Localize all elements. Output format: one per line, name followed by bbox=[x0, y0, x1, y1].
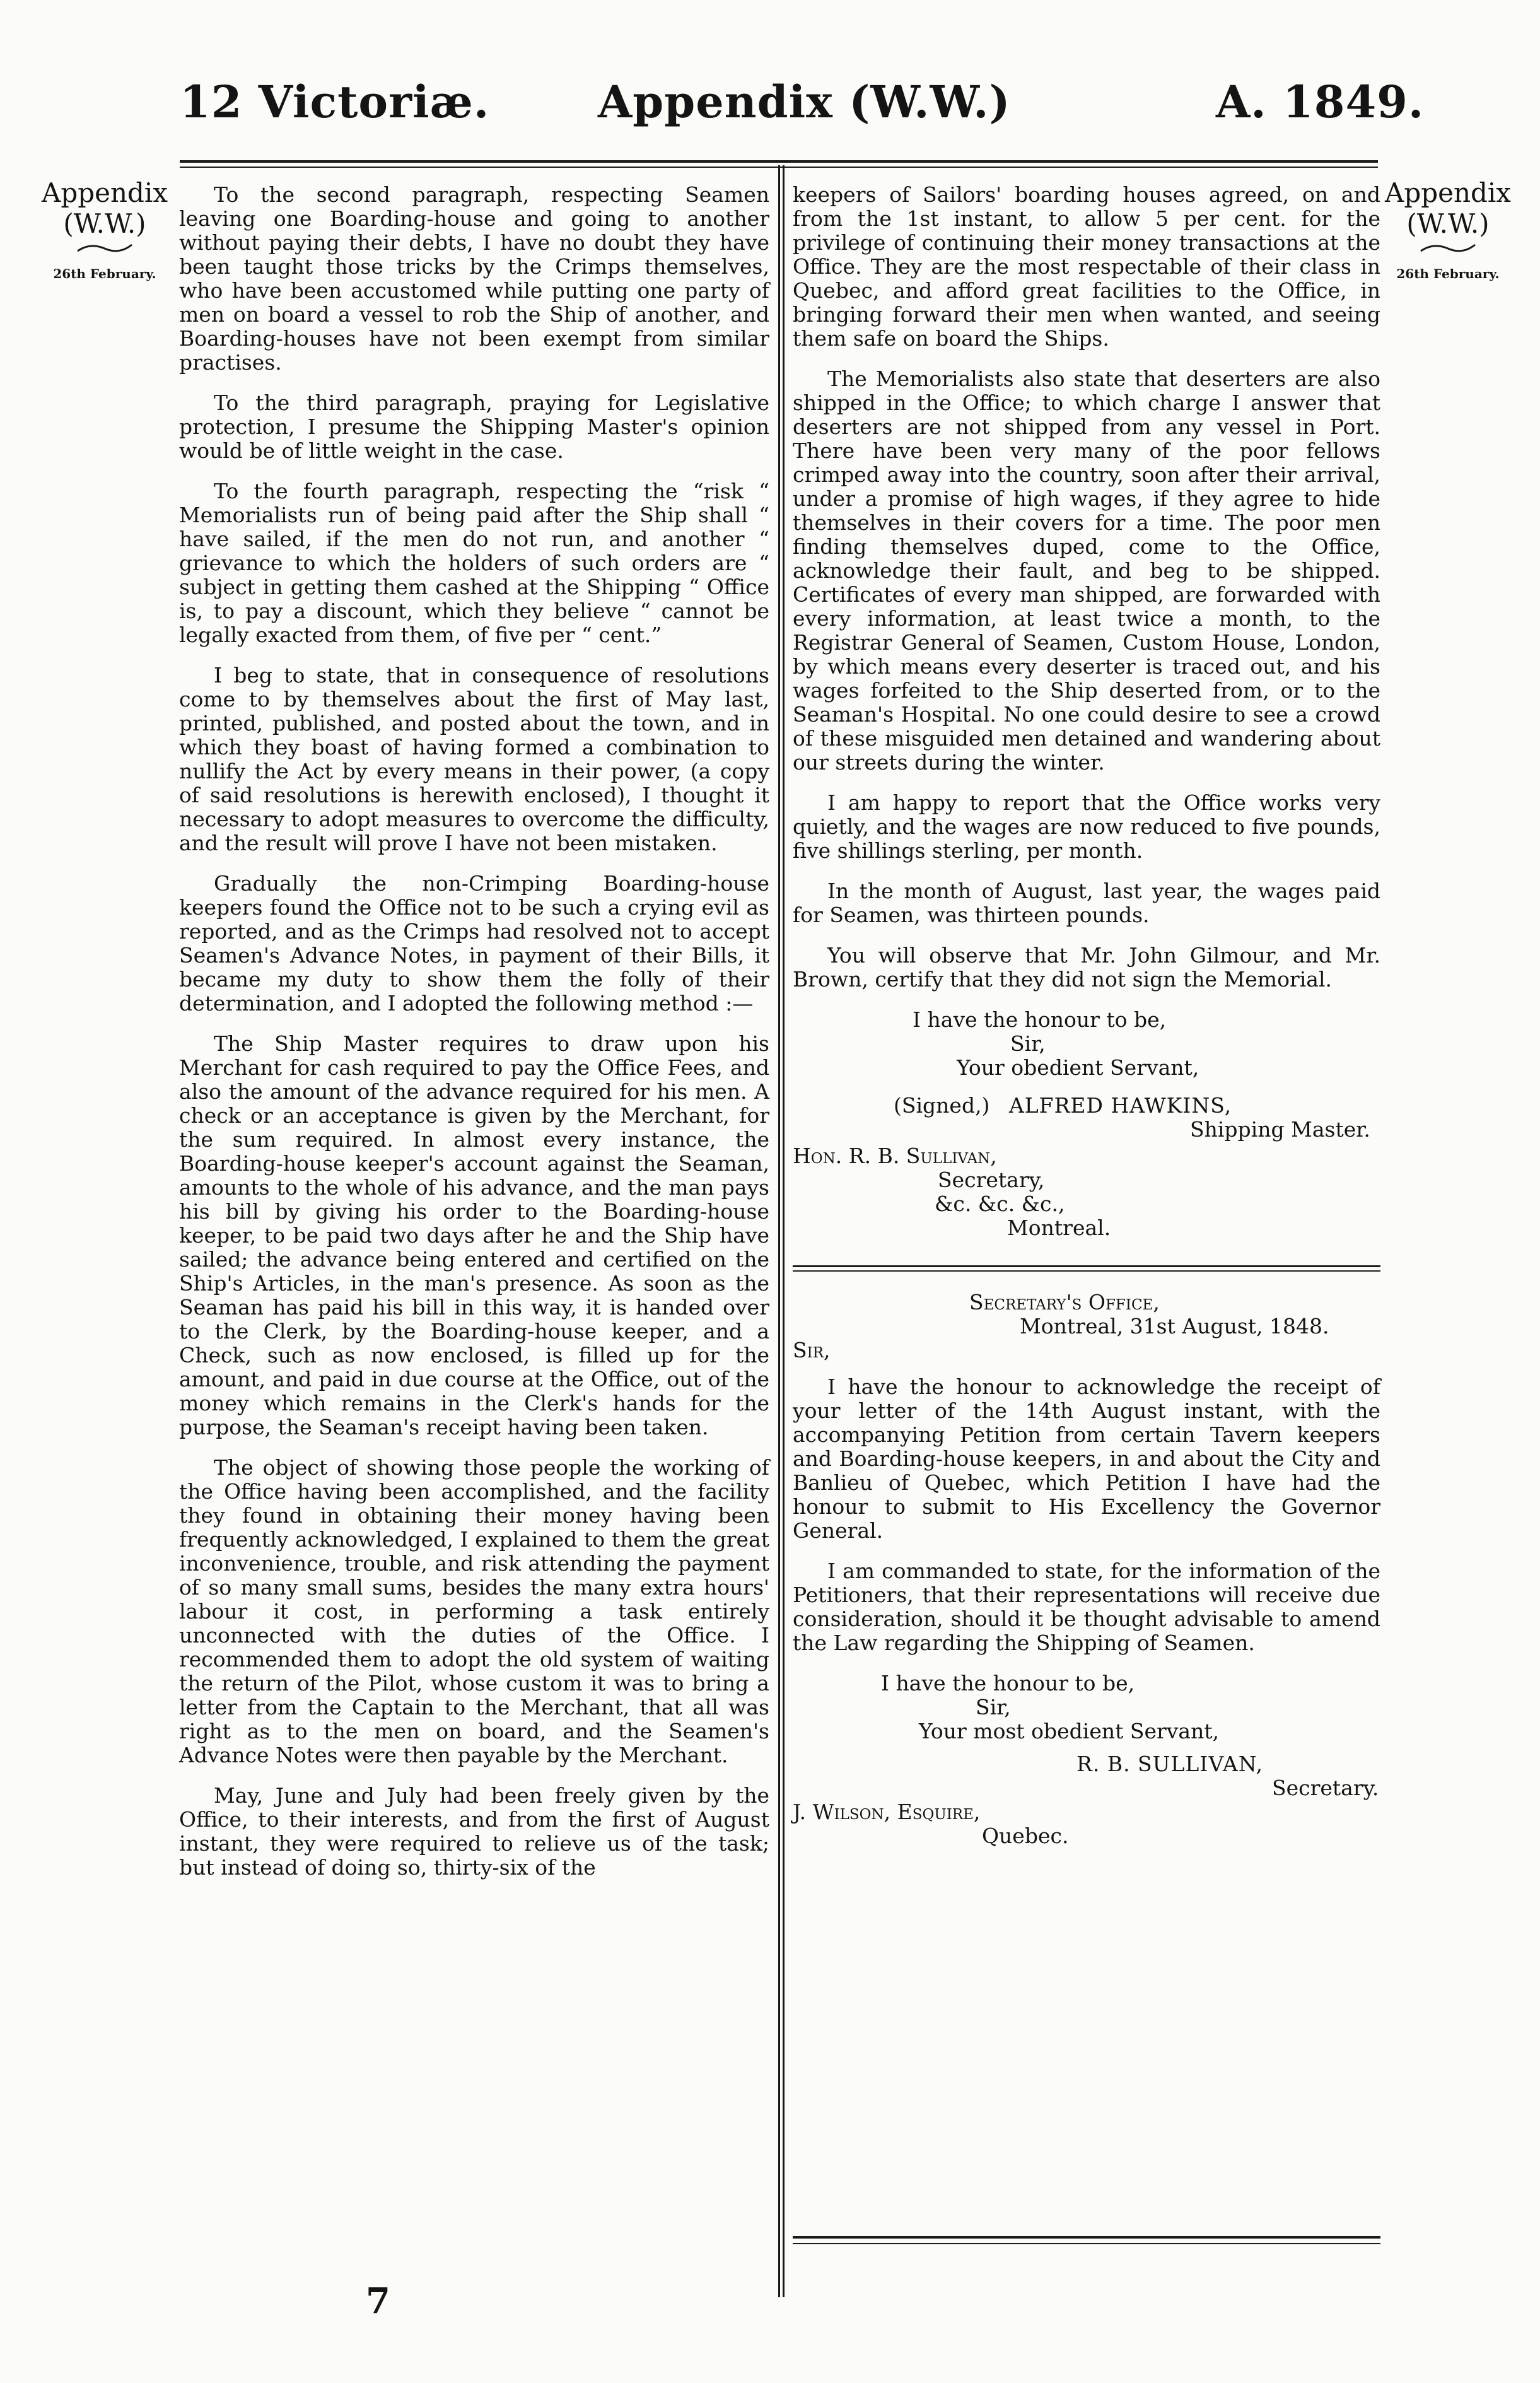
margin-note-appendix: Appendix bbox=[42, 177, 168, 208]
quoted-paragraph: To the fourth paragraph, respecting the “risk “ Memorialists run of being paid after the Ship shall “ have sailed, if the men do not run, and another “ grievance to which the holders of such orders are “ subject in getting them cashed at the Shipping “ Office is, to pay a discount, which they believe “ cannot be legally exacted from them, of five per “ cent.” bbox=[179, 479, 769, 647]
paragraph: To the third paragraph, praying for Legislative protection, I presume the Shipping Master's opinion would be of little weight in the case. bbox=[179, 390, 769, 463]
addressee-line: &c. &c. &c., bbox=[935, 1192, 1065, 1216]
addressee-name: Hon. R. B. Sullivan, bbox=[793, 1144, 997, 1168]
closing-line: Your most obedient Servant, bbox=[919, 1719, 1220, 1743]
margin-note-appendix: Appendix bbox=[1384, 177, 1511, 208]
signature-line bbox=[793, 1094, 1380, 1118]
addressee-line bbox=[793, 1144, 1380, 1168]
margin-note-ww: (W.W.) bbox=[1406, 208, 1490, 239]
header-appendix-title: Appendix (W.W.) bbox=[598, 76, 1011, 128]
page-number: 7 bbox=[366, 2280, 390, 2322]
column-divider-rule bbox=[778, 165, 780, 2297]
signer-title: Shipping Master. bbox=[1190, 1117, 1370, 1142]
footer-rule-thick bbox=[793, 2236, 1380, 2239]
addressee-line: Secretary, bbox=[938, 1168, 1045, 1192]
header-regnal-year: 12 Victoriæ. bbox=[180, 76, 490, 128]
second-letter bbox=[793, 1291, 1380, 1848]
closing-line: Your obedient Servant, bbox=[957, 1055, 1199, 1080]
addressee-line bbox=[793, 1800, 1380, 1824]
signed-prefix: (Signed,) bbox=[894, 1093, 990, 1118]
margin-note-ww: (W.W.) bbox=[63, 208, 146, 239]
header-year: A. 1849. bbox=[1216, 76, 1425, 128]
addressee-name: J. Wilson, Esquire, bbox=[793, 1800, 981, 1824]
paragraph: I have the honour to acknowledge the receipt of your letter of the 14th August instant, with the accompanying Petition from certain Tavern keepers and Boarding-house keepers, in and about the City and Banlieu of Quebec, which Petition I have had the honour to submit to His Excellency the Governor General. bbox=[793, 1374, 1380, 1543]
paragraph: The Memorialists also state that deserters are also shipped in the Office; to which charge I answer that deserters are not shipped from any vessel in Port. There have been very many of the poor fellows crimped away into the country, soon after their arrival, under a promise of high wages, if they agree to hide themselves in their covers for a time. The poor men finding themselves duped, come to the Office, acknowledge their fault, and beg to be shipped. Certificates of every man shipped, are forwarded with every information, at least twice a month, to the Registrar General of Seamen, Custom House, London, by which means every deserter is traced out, and his wages forfeited to the Ship deserted from, or to the Seaman's Hospital. No one could desire to see a crowd of these misguided men detained and wandering about our streets during the winter. bbox=[793, 366, 1380, 775]
paragraph: The Ship Master requires to draw upon his Merchant for cash required to pay the Office Fees, and also the amount of the advance required for his men. A check or an acceptance is given by the Merchant, for the sum required. In almost every instance, the Boarding-house keeper's account against the Seaman, amounts to the whole of his advance, and the man pays his bill by giving his order to the Boarding-house keeper, to be paid two days after he and the Ship have sailed; the advance being entered and certified on the Ship's Articles, in the man's presence. As soon as the Seaman has paid his bill in this way, it is handed over to the Clerk, by the Boarding-house keeper, and a Check, such as now enclosed, is filled up for the amount, and paid in due course at the Office, out of the money which remains in the Clerk's hands for the purpose, the Seaman's receipt having been taken. bbox=[179, 1031, 769, 1439]
paragraph: I am happy to report that the Office works very quietly, and the wages are now reduced to five pounds, five shillings sterling, per month. bbox=[793, 790, 1380, 863]
margin-note-date: 26th February. bbox=[53, 266, 156, 281]
margin-note-left bbox=[42, 178, 168, 281]
margin-note-right bbox=[1379, 178, 1517, 281]
signer-title: Secretary. bbox=[1272, 1776, 1379, 1800]
letter-place-date: Montreal, 31st August, 1848. bbox=[1020, 1314, 1329, 1338]
column-divider-rule bbox=[783, 165, 785, 2297]
letter-office: Secretary's Office, bbox=[969, 1290, 1160, 1314]
closing-line: I have the honour to be, bbox=[913, 1007, 1167, 1032]
page-header bbox=[0, 0, 1540, 158]
paragraph: The object of showing those people the working of the Office having been accomplished, and the facility they found in obtaining their money having been frequently acknowledged, I explained to them the great inconvenience, trouble, and risk attending the payment of so many small sums, besides the many extra hours' labour it cost, in performing a task entirely unconnected with the duties of the Office. I recommended them to adopt the old system of waiting the return of the Pilot, whose custom it was to bring a letter from the Captain to the Merchant, that all was right as to the men on board, and the Seamen's Advance Notes were then payable by the Merchant. bbox=[179, 1455, 769, 1767]
letter-closing bbox=[793, 1008, 1380, 1240]
addressee-line: Quebec. bbox=[982, 1824, 1069, 1848]
swirl-ornament-icon bbox=[76, 242, 133, 254]
paragraph: You will observe that Mr. John Gilmour, and Mr. Brown, certify that they did not sign the Memorial. bbox=[793, 943, 1380, 992]
closing-line: Sir, bbox=[1010, 1031, 1046, 1056]
footer-rule-thin bbox=[793, 2243, 1380, 2244]
paragraph: To the second paragraph, respecting Seamen leaving one Boarding-house and going to another without paying their debts, I have no doubt they have been taught those tricks by the Crimps themselves, who have been accustomed while putting one party of men on board a vessel to rob the Ship of another, and Boarding-houses have not been exempt from similar practises. bbox=[179, 182, 769, 375]
paragraph: I beg to state, that in consequence of resolutions come to by themselves about the first of May last, printed, published, and posted about the town, and in which they boast of having formed a combination to nullify the Act by every means in their power, (a copy of said resolutions is herewith enclosed), I thought it necessary to adopt measures to overcome the difficulty, and the result will prove I have not been mistaken. bbox=[179, 663, 769, 855]
swirl-ornament-icon bbox=[1420, 242, 1476, 254]
closing-line: I have the honour to be, bbox=[881, 1671, 1135, 1695]
paragraph: keepers of Sailors' boarding houses agreed, on and from the 1st instant, to allow 5 per cent. for the privilege of continuing their money transactions at the Office. They are the most respectable of their class in Quebec, and afford great facilities to the Office, in bringing forward their men when wanted, and seeing them safe on board the Ships. bbox=[793, 182, 1380, 351]
paragraph: Gradually the non-Crimping Boarding-house keepers found the Office not to be such a crying evil as reported, and as the Crimps had resolved not to accept Seamen's Advance Notes, in payment of their Bills, it became my duty to show them the folly of their determination, and I adopted the following method :— bbox=[179, 871, 769, 1016]
addressee-line: Montreal. bbox=[1007, 1215, 1111, 1240]
paragraph: May, June and July had been freely given by the Office, to their interests, and from the first of August instant, they were required to relieve us of the task; but instead of doing so, thirty-six of the bbox=[179, 1783, 769, 1880]
signer-name: ALFRED HAWKINS, bbox=[1008, 1093, 1232, 1118]
signer-name: R. B. SULLIVAN, bbox=[1076, 1752, 1264, 1776]
letter-salutation: Sir, bbox=[793, 1338, 831, 1362]
right-column bbox=[793, 183, 1380, 1848]
closing-line: Sir, bbox=[976, 1695, 1011, 1719]
left-column bbox=[179, 183, 769, 1896]
margin-note-date: 26th February. bbox=[1396, 266, 1500, 281]
section-separator bbox=[793, 1265, 1380, 1272]
paragraph: In the month of August, last year, the wages paid for Seamen, was thirteen pounds. bbox=[793, 879, 1380, 927]
paragraph: I am commanded to state, for the information of the Petitioners, that their representations will receive due consideration, should it be thought advisable to amend the Law regarding the Shipping of Seamen. bbox=[793, 1559, 1380, 1655]
header-rule-thick bbox=[180, 160, 1378, 163]
